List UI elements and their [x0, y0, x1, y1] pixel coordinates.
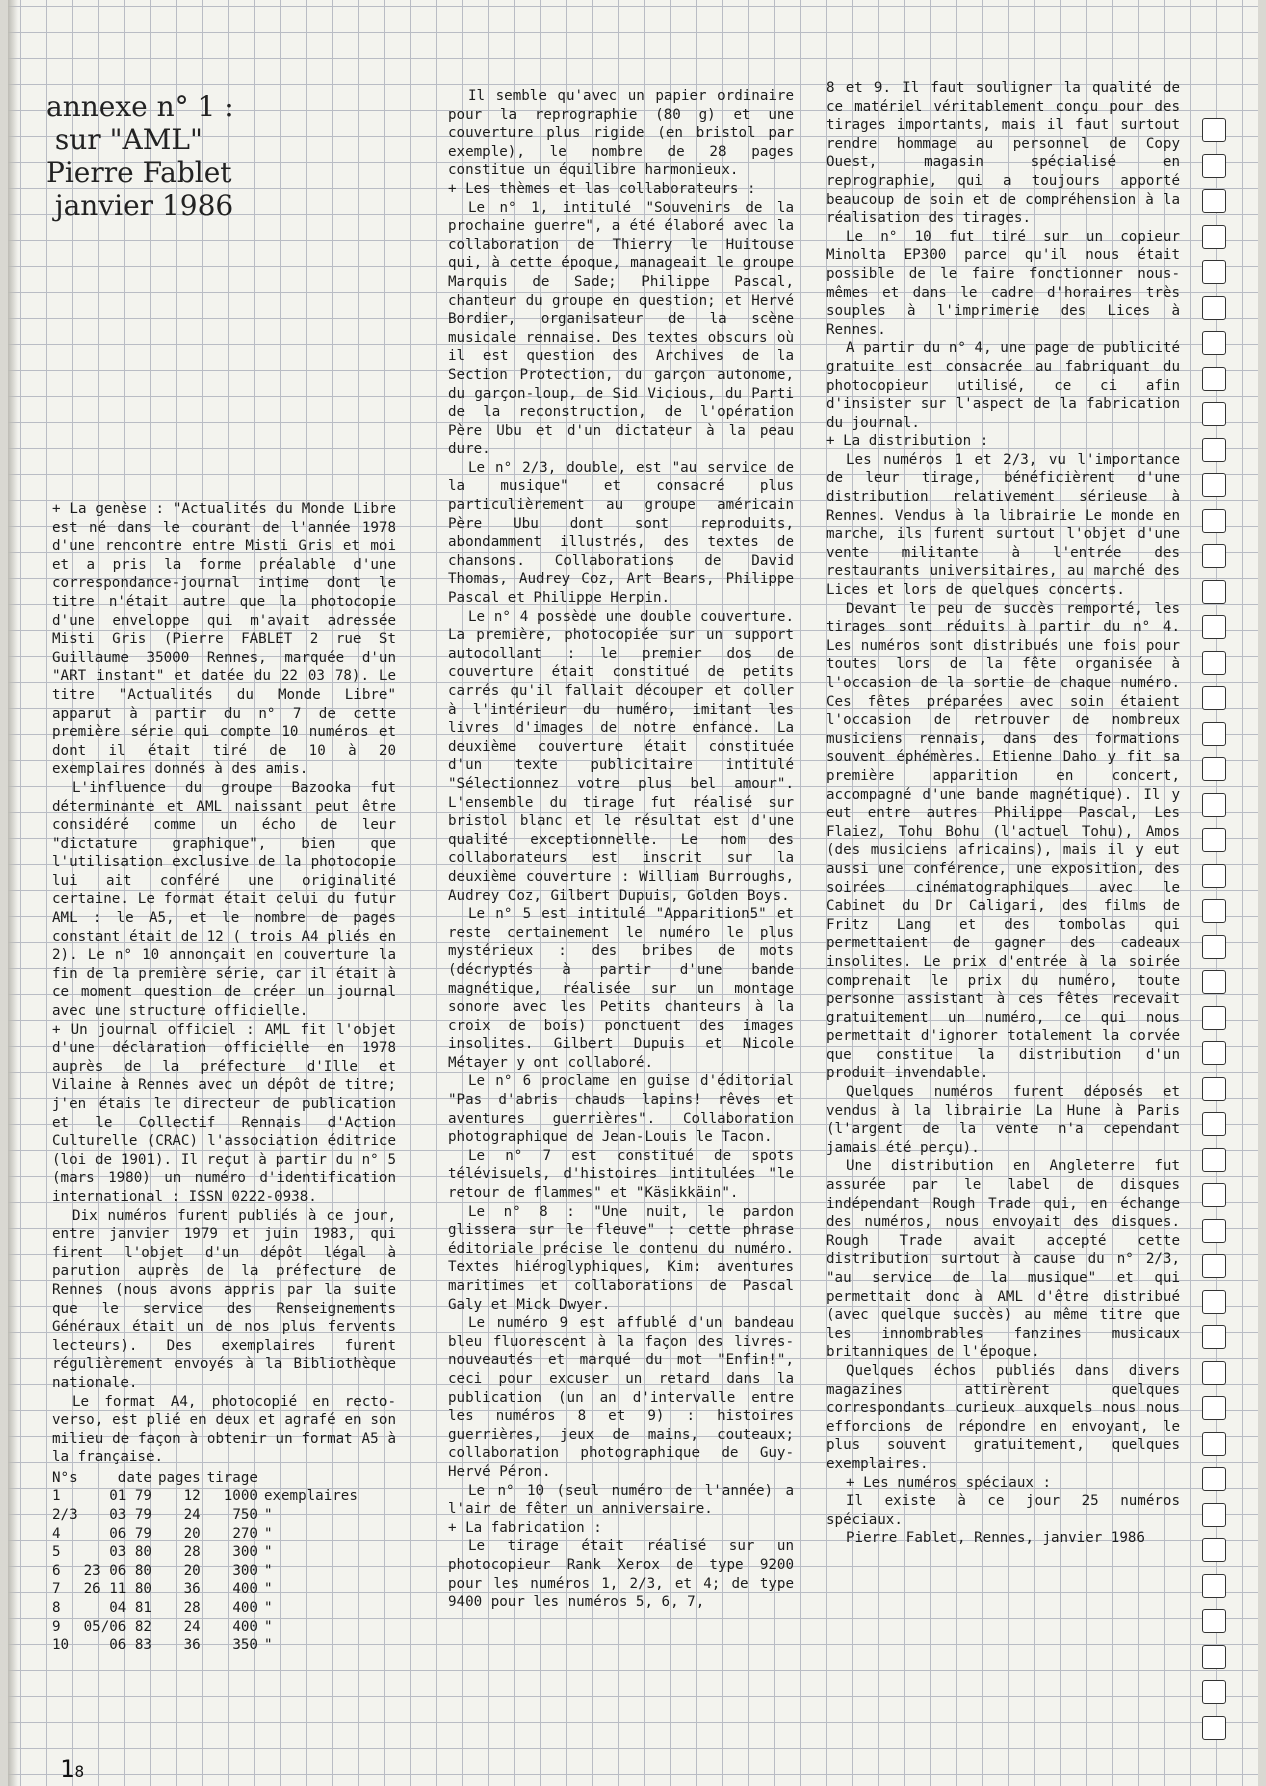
binder-hole: [1202, 154, 1226, 178]
signature-line: Pierre Fablet, Rennes, janvier 1986: [846, 1530, 1145, 1547]
cell: ": [263, 1600, 273, 1617]
binder-hole: [1202, 1006, 1226, 1030]
section-heading: + Les numéros spéciaux :: [846, 1474, 1051, 1491]
cell: 750: [232, 1507, 258, 1524]
binder-hole: [1202, 225, 1226, 249]
column-header: tirage: [206, 1469, 258, 1486]
column-header: pages: [157, 1469, 201, 1486]
cell: 9: [52, 1618, 61, 1635]
cell: 300: [232, 1544, 258, 1561]
table-row: [52, 1580, 364, 1599]
cell: ": [263, 1562, 273, 1579]
cell: 400: [232, 1618, 258, 1635]
binder-hole: [1202, 1503, 1226, 1527]
binder-hole: [1202, 1716, 1226, 1740]
binder-hole: [1202, 1290, 1226, 1314]
paragraph: A partir du n° 4, une page de publicité gratuite est consacrée au fabriquant du photocopieur utilisé, ce ci afin d'insister sur l'aspect de la fabrication du journal.: [826, 340, 1180, 431]
binder-hole: [1202, 722, 1226, 746]
binder-hole: [1202, 1041, 1226, 1065]
table-row: [52, 1506, 364, 1525]
cell: ": [263, 1544, 273, 1561]
paragraph: Le numéro 9 est affublé d'un bandeau bleu fluorescent à la façon des livres-nouveautés et marqué du mot "Enfin!", ceci pour excuser un retard dans la publication (un an d'intervalle entre les numéros 8 et 9) : histoires guerrières, jeux de mains, couteaux; collaboration photographique de Guy-Hervé Péron.: [448, 1315, 794, 1480]
paragraph: Le n° 10 fut tiré sur un copieur Minolta EP300 parce qu'il nous était possible de le faire fonctionner nous-mêmes et dans le cadre d'horaires très souples à l'imprimerie des Lices à Rennes.: [826, 228, 1180, 338]
binder-hole: [1202, 1574, 1226, 1598]
binder-hole: [1202, 1396, 1226, 1420]
cell: 6: [52, 1562, 61, 1579]
cell: 36: [183, 1637, 201, 1654]
cell: 04 81: [109, 1600, 152, 1617]
paragraph: + Un journal officiel : AML fit l'objet d'une déclaration officielle en 1978 auprès de la préfecture d'Ille et Vilaine à Rennes avec un dépôt de titre; j'en étais le directeur de publication et le Collectif Rennais d'Action Culturelle (CRAC) l'association éditrice (loi de 1901). Il reçut à partir du n° 5 (mars 1980) un numéro d'identification international : ISSN 0222-0938.: [52, 1021, 396, 1205]
column-header: N°s: [52, 1469, 78, 1486]
binder-hole: [1202, 118, 1226, 142]
binder-hole: [1202, 1609, 1226, 1633]
cell: 5: [52, 1544, 61, 1561]
cell: 24: [183, 1618, 201, 1635]
cell: 350: [232, 1637, 258, 1654]
paragraph: Le n° 4 possède une double couverture. La première, photocopiée sur un support autocollant : le premier dos de couverture était constitué de petits carrés qu'il fallait découper et coller à l'intérieur du numéro, imitant les livres d'images de notre enfance. La deuxième couverture était constituée d'un texte publicitaire intitulé "Sélectionnez votre plus bel amour". L'ensemble du tirage fut réalisé sur bristol blanc et le résultat est d'une qualité exceptionnelle. Le nom des collaborateurs est inscrit sur la deuxième couverture : William Burroughs, Audrey Coz, Gilbert Dupuis, Golden Boys.: [448, 608, 794, 904]
cell: 03 80: [109, 1544, 152, 1561]
binder-hole: [1202, 864, 1226, 888]
paragraph: Une distribution en Angleterre fut assurée par le label de disques indépendant Rough Trade qui, en échange des numéros, nous envoyait des disques. Rough Trade avait accepté cette distribution surtout à cause du n° 2/3, "au service de la musique" et qui permettait donc à AML d'être distribué (avec quelque succès) au même titre que les innombrables fanzines musicaux britanniques de l'époque.: [826, 1158, 1180, 1361]
paragraph: Le n° 7 est constitué de spots télévisuels, d'histoires intitulées "le retour de flammes" et "Käsikkäin".: [448, 1147, 794, 1202]
title-line: janvier 1986: [46, 189, 234, 222]
cell: 20: [183, 1525, 201, 1542]
cell: 03 79: [109, 1507, 152, 1524]
title-line: annexe n° 1 :: [46, 90, 234, 123]
cell: 06 83: [109, 1637, 152, 1654]
print-run-table: [52, 1469, 364, 1655]
paragraph: Le n° 2/3, double, est "au service de la musique" et consacré plus particulièrement au groupe américain Père Ubu dont sont reproduits, abondamment illustrés, des textes de chansons. Collaborations de David Thomas, Audrey Coz, Art Bears, Philippe Pascal et Philippe Herpin.: [448, 459, 794, 607]
cell: ": [263, 1581, 273, 1598]
cell: 1000: [223, 1488, 258, 1505]
page-number-small: 8: [74, 1762, 85, 1781]
cell: 36: [183, 1581, 201, 1598]
binder-hole: [1202, 1325, 1226, 1349]
page-number: [60, 1755, 84, 1783]
binder-hole: [1202, 544, 1226, 568]
table-row: [52, 1525, 364, 1544]
column-header: [264, 1469, 364, 1488]
binder-hole: [1202, 1680, 1226, 1704]
cell: 24: [183, 1507, 201, 1524]
cell: 8: [52, 1600, 61, 1617]
table-row: [52, 1562, 364, 1581]
binder-hole: [1202, 580, 1226, 604]
binder-hole: [1202, 189, 1226, 213]
cell: 1: [52, 1488, 61, 1505]
text-column-2: [448, 87, 794, 1612]
paragraph: Le n° 10 (seul numéro de l'année) a l'air de fêter un anniversaire.: [448, 1482, 794, 1518]
cell: 270: [232, 1525, 258, 1542]
cell: ": [263, 1618, 273, 1635]
cell: ": [263, 1525, 273, 1542]
section-heading: + La distribution :: [826, 433, 989, 450]
cell: 23 06 80: [83, 1562, 152, 1579]
table-row: [52, 1487, 364, 1506]
paragraph: Quelques échos publiés dans divers magazines attirèrent quelques correspondants curieux auxquels nous nous efforcions de répondre en envoyant, le plus souvent gratuitement, quelques exemplaires.: [826, 1362, 1180, 1472]
cell: exemplaires: [263, 1488, 358, 1505]
cell: 4: [52, 1525, 61, 1542]
paragraph: Le format A4, photocopié en recto-verso, est plié en deux et agrafé en son milieu de façon à obtenir un format A5 à la française.: [52, 1393, 396, 1466]
paragraph: Quelques numéros furent déposés et vendus à la librairie La Hune à Paris (l'argent de la vente n'a cependant jamais été perçu).: [826, 1084, 1180, 1156]
paragraph: + La genèse : "Actualités du Monde Libre est né dans le courant de l'année 1978 d'une rencontre entre Misti Gris et moi et a pris la forme préalable d'une correspondance-journal intime dont le titre n'était autre que la photocopie d'une enveloppe qui m'avait adressée Misti Gris (Pierre FABLET 2 rue St Guillaume 35000 Rennes, marquée d'un "ART instant" et datée du 22 03 78). Le titre "Actualités du Monde Libre" apparut à partir du n° 7 de cette première série qui compte 10 numéros et dont il était tiré de 10 à 20 exemplaires donnés à des amis.: [52, 501, 396, 778]
table-row: [52, 1543, 364, 1562]
cell: ": [263, 1637, 273, 1654]
binder-hole: [1202, 899, 1226, 923]
binder-hole: [1202, 651, 1226, 675]
binder-hole: [1202, 1467, 1226, 1491]
cell: ": [263, 1507, 273, 1524]
binder-hole: [1202, 1432, 1226, 1456]
binder-hole: [1202, 438, 1226, 462]
cell: 20: [183, 1562, 201, 1579]
binder-hole: [1202, 367, 1226, 391]
binder-hole: [1202, 1112, 1226, 1136]
cell: 28: [183, 1544, 201, 1561]
paragraph: Les numéros 1 et 2/3, vu l'importance de leur tirage, bénéficièrent d'une distribution relativement sérieuse à Rennes. Vendus à la librairie Le monde en marche, ils furent surtout l'objet d'une vente militante à l'entrée des restaurants universitaires, au marché des Lices et lors de quelques concerts.: [826, 451, 1180, 599]
paragraph: Le n° 6 proclame en guise d'éditorial "Pas d'abris chauds lapins! rêves et aventures guerrières". Collaboration photographique de Jean-Louis le Tacon.: [448, 1073, 794, 1146]
paragraph: 8 et 9. Il faut souligner la qualité de ce matériel véritablement conçu pour des tirages importants, mais il faut surtout rendre hommage au personnel de Copy Ouest, magasin spécialisé en reprographie, qui a toujours apporté beaucoup de soin et de compréhension à la réalisation des tirages.: [826, 80, 1180, 227]
cell: 10: [52, 1637, 70, 1654]
binder-hole: [1202, 296, 1226, 320]
binder-hole: [1202, 615, 1226, 639]
binder-hole: [1202, 757, 1226, 781]
paragraph: Dix numéros furent publiés à ce jour, entre janvier 1979 et juin 1983, qui firent l'objet d'un dépôt légal à parution auprès de la préfecture de Rennes (nous avons appris par la suite que le service des Renseignements Généraux était un de nos plus fervents lecteurs). Des exemplaires furent régulièrement envoyés à la Bibliothèque nationale.: [52, 1207, 396, 1391]
binder-hole: [1202, 1645, 1226, 1669]
binder-hole: [1202, 1183, 1226, 1207]
cell: 06 79: [109, 1525, 152, 1542]
binder-hole: [1202, 828, 1226, 852]
binder-hole: [1202, 1219, 1226, 1243]
binder-hole: [1202, 402, 1226, 426]
binder-hole: [1202, 935, 1226, 959]
cell: 28: [183, 1600, 201, 1617]
text-column-3: [826, 79, 1180, 1548]
paragraph: Le tirage était réalisé sur un photocopieur Rank Xerox de type 9200 pour les numéros 1, 2/3, et 4; de type 9400 pour les numéros 5, 6, 7,: [448, 1538, 794, 1611]
binder-hole: [1202, 1538, 1226, 1562]
binder-hole: [1202, 473, 1226, 497]
text-column-1: [52, 500, 396, 1655]
section-heading: + Les thèmes et las collaborateurs :: [448, 180, 756, 197]
title-line: sur "AML": [46, 123, 203, 156]
binder-hole: [1202, 1254, 1226, 1278]
cell: 05/06 82: [83, 1618, 152, 1635]
binder-hole: [1202, 260, 1226, 284]
cell: 12: [183, 1488, 201, 1505]
document-page: [8, 0, 1258, 1786]
binder-hole: [1202, 1148, 1226, 1172]
paragraph: L'influence du groupe Bazooka fut déterminante et AML naissant peut être considéré comme un écho de leur "dictature graphique", bien que l'utilisation exclusive de la photocopie lui ait conféré une originalité certaine. Le format était celui du futur AML : le A5, et le nombre de pages constant était de 12 ( trois A4 pliés en 2). Le n° 10 annonçait en couverture la fin de la première série, car il était à ce moment question de créer un journal avec une structure officielle.: [52, 779, 396, 1020]
cell: 01 79: [109, 1488, 152, 1505]
paragraph: Le n° 8 : "Une nuit, le pardon glissera sur le fleuve" : cette phrase éditoriale précise le contenu du numéro. Textes hiéroglyphiques, Kim: aventures maritimes et collaborations de Pascal Galy et Mick Dwyer.: [448, 1203, 794, 1313]
cell: 400: [232, 1600, 258, 1617]
table-row: [52, 1618, 364, 1637]
column-header: date: [117, 1469, 152, 1486]
cell: 300: [232, 1562, 258, 1579]
binder-hole: [1202, 793, 1226, 817]
title-line: Pierre Fablet: [46, 156, 232, 189]
paragraph: Le n° 1, intitulé "Souvenirs de la prochaine guerre", a été élaboré avec la collaboration de Thierry le Huitouse qui, à cette époque, manageait le groupe Marquis de Sade; Philippe Pascal, chanteur du groupe en question; et Hervé Bordier, organisateur de la scène musicale rennaise. Des textes obscurs où il est question des Archives de la Section Protection, du garçon autonome, du garçon-loup, de Sid Vicious, du Parti de la reconstruction, de l'opération Père Ubu et d'un dictateur à la peau dure.: [448, 199, 794, 458]
section-heading: + La fabrication :: [448, 1519, 602, 1536]
cell: 26 11 80: [83, 1581, 152, 1598]
paragraph: Le n° 5 est intitulé "Apparition5" et reste certainement le numéro le plus mystérieux : des bribes de mots (décryptés à partir d'une bande magnétique, réalisée sur un montage sonore avec les Petits chanteurs à la croix de bois) ponctuent des images insolites. Gilbert Dupuis et Nicole Métayer y ont collaboré.: [448, 906, 794, 1071]
binder-hole: [1202, 331, 1226, 355]
paragraph: Il semble qu'avec un papier ordinaire pour la reprographie (80 g) et une couverture plus rigide (en bristol par exemple), le nombre de 28 pages constitue un équilibre harmonieux.: [448, 88, 794, 179]
binder-hole: [1202, 1361, 1226, 1385]
binder-hole: [1202, 970, 1226, 994]
paragraph: Il existe à ce jour 25 numéros spéciaux.: [826, 1493, 1180, 1528]
binder-hole: [1202, 509, 1226, 533]
binder-holes: [1202, 118, 1236, 1751]
binder-hole: [1202, 686, 1226, 710]
cell: 400: [232, 1581, 258, 1598]
cell: 2/3: [52, 1507, 78, 1524]
table-header-row: [52, 1469, 364, 1488]
binder-hole: [1202, 1077, 1226, 1101]
cell: 7: [52, 1581, 61, 1598]
page-number-main: 1: [60, 1755, 75, 1783]
table-row: [52, 1599, 364, 1618]
annex-title: [46, 90, 234, 222]
paragraph: Devant le peu de succès remporté, les tirages sont réduits à partir du n° 4. Les numéros sont distribués une fois pour toutes lors de la fête organisée à l'occasion de la sortie de chaque numéro. Ces fêtes préparées avec soin étaient l'occasion de retrouver de nombreux musiciens rennais, dans des formations souvent éphémères. Etienne Daho y fit sa première apparition en concert, accompagné d'une bande magnétique). Il y eut entre autres Philippe Pascal, Les Flaiez, Tohu Bohu (l'actuel Tohu), Amos (des musiciens africains), mais il y eut aussi une conférence, une exposition, des soirées cinématographiques avec le Cabinet du Dr Caligari, des films de Fritz Lang et des tombolas qui permettaient de gagner des cadeaux insolites. Le prix d'entrée à la soirée comprenait le prix du numéro, toute personne assistant à ces fêtes recevait gratuitement un numéro, ce qui nous permettait d'ignorer totalement la corvée que constitue la distribution d'un produit invendable.: [826, 600, 1180, 1082]
table-row: [52, 1636, 364, 1655]
